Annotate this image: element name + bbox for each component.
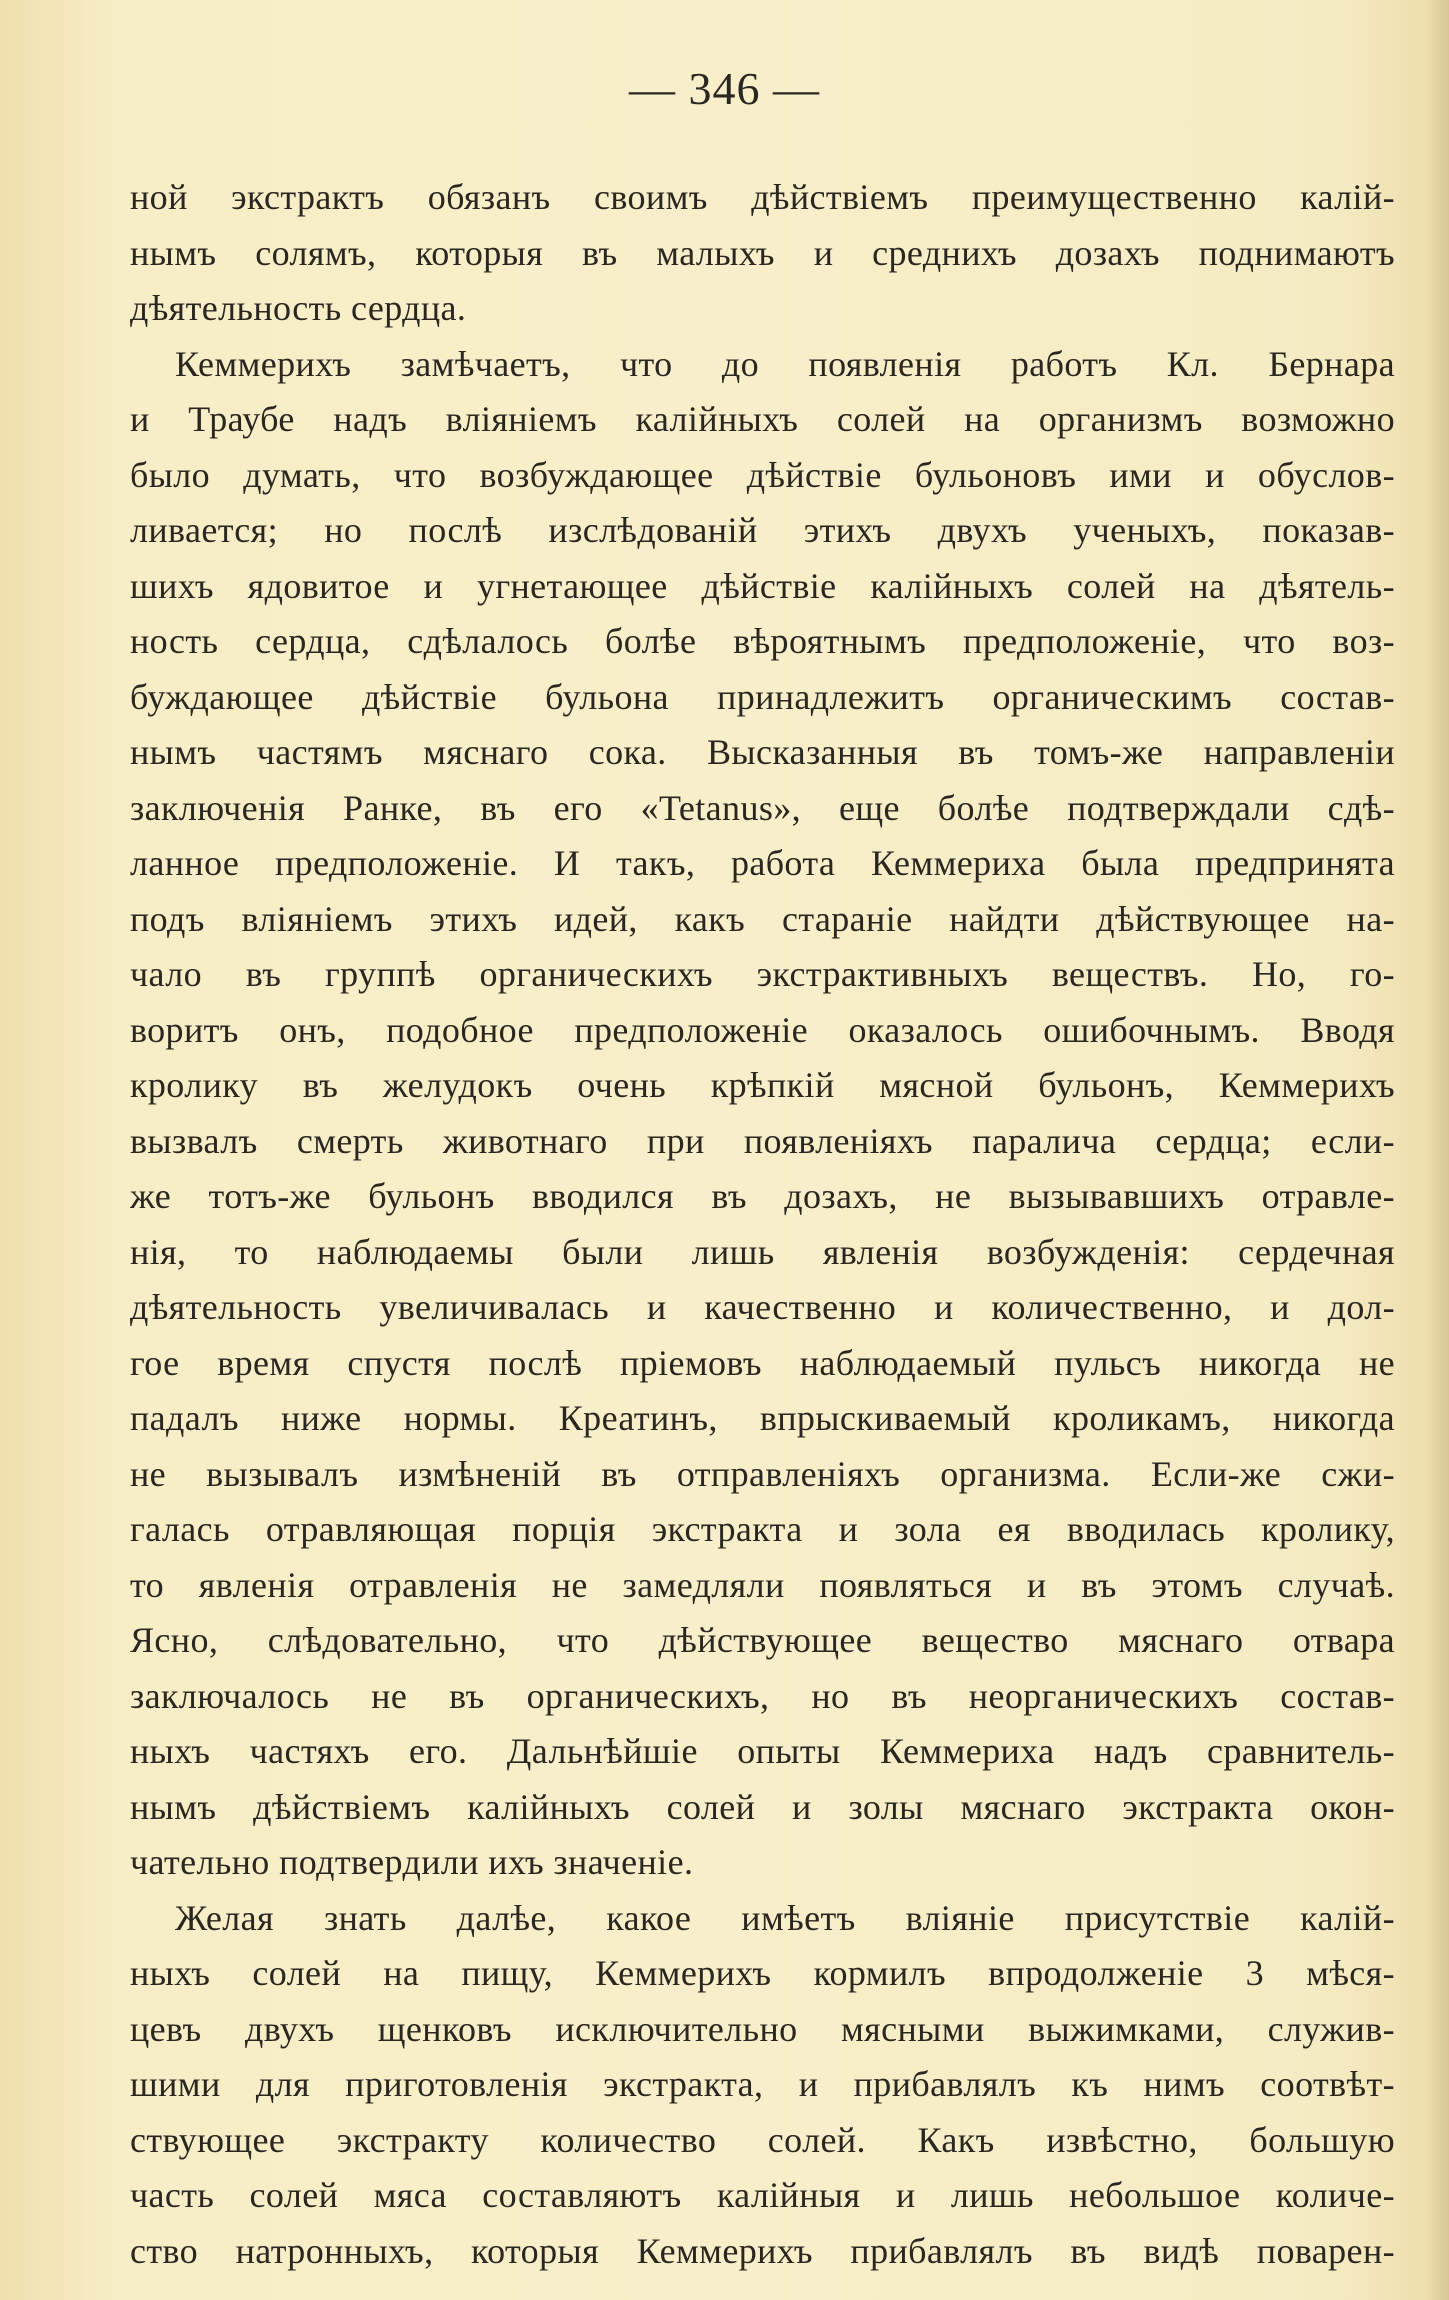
text-line: ныхъ солей на пищу, Кеммерихъ кормилъ впродолженіе 3 мѣся- (130, 1953, 1395, 1993)
text-line: нія, то наблюдаемы были лишь явленія возбужденія: сердечная (130, 1231, 1395, 1272)
text-line: не вызывалъ измѣненій въ отправленіяхъ организма. Если-же сжи- (130, 1453, 1395, 1494)
text-line: заключенія Ранке, въ его «Tetanus», еще болѣе подтверждали сдѣ- (130, 787, 1395, 828)
text-line: нымъ частямъ мяснаго сока. Высказанныя въ томъ-же направленіи (130, 732, 1395, 772)
text-line: ланное предположеніе. И такъ, работа Кеммериха была предпринята (130, 843, 1395, 883)
text-line: вызвалъ смерть животнаго при появленіяхъ паралича сердца; если- (130, 1120, 1395, 1161)
text-line: Желая знать далѣе, какое имѣетъ вліяніе присутствіе калій- (175, 1897, 1395, 1938)
text-line: нымъ солямъ, которыя въ малыхъ и среднихъ дозахъ поднимаютъ (130, 232, 1395, 273)
text-line: ной экстрактъ обязанъ своимъ дѣйствіемъ преимущественно калій- (130, 177, 1395, 217)
text-line: подъ вліяніемъ этихъ идей, какъ стараніе найдти дѣйствующее на- (130, 898, 1395, 939)
text-line: Ясно, слѣдовательно, что дѣйствующее вещество мяснаго отвара (130, 1620, 1395, 1660)
paragraph (130, 170, 1395, 337)
text-line: часть солей мяса составляютъ калійныя и лишь небольшое количе- (130, 2175, 1395, 2215)
text-line: шими для приготовленія экстракта, и прибавлялъ къ нимъ соотвѣт- (130, 2064, 1395, 2104)
text-line: чательно подтвердили ихъ значеніе. (130, 1842, 694, 1882)
text-line: то явленія отравленія не замедляли появляться и въ этомъ случаѣ. (130, 1564, 1395, 1605)
text-line: было думать, что возбуждающее дѣйствіе бульоновъ ими и обуслов- (130, 454, 1395, 495)
text-line: ность сердца, сдѣлалось болѣе вѣроятнымъ предположеніе, что воз- (130, 621, 1395, 661)
text-line: воритъ онъ, подобное предположеніе оказалось ошибочнымъ. Вводя (130, 1009, 1395, 1050)
text-line: нымъ дѣйствіемъ калійныхъ солей и золы мяснаго экстракта окон- (130, 1786, 1395, 1827)
text-line: кролику въ желудокъ очень крѣпкій мясной бульонъ, Кеммерихъ (130, 1065, 1395, 1105)
text-line: гое время спустя послѣ пріемовъ наблюдаемый пульсъ никогда не (130, 1342, 1395, 1383)
text-line: ствующее экстракту количество солей. Какъ извѣстно, большую (130, 2119, 1395, 2160)
text-line: Кеммерихъ замѣчаетъ, что до появленія работъ Кл. Бернара (175, 343, 1395, 384)
paragraph (130, 1891, 1395, 2280)
text-line: ныхъ частяхъ его. Дальнѣйшіе опыты Кеммериха надъ сравнитель- (130, 1731, 1395, 1771)
text-line: шихъ ядовитое и угнетающее дѣйствіе калійныхъ солей на дѣятель- (130, 565, 1395, 606)
page-number: — 346 — (629, 63, 820, 114)
text-line: галась отравляющая порція экстракта и зола ея вводилась кролику, (130, 1509, 1395, 1549)
body-text (130, 170, 1395, 2279)
text-line: падалъ ниже нормы. Креатинъ, впрыскиваемый кроликамъ, никогда (130, 1398, 1395, 1438)
text-line: буждающее дѣйствіе бульона принадлежитъ органическимъ состав- (130, 676, 1395, 717)
paragraph (130, 337, 1395, 1891)
text-line: ство натронныхъ, которыя Кеммерихъ прибавлялъ въ видѣ поварен- (130, 2230, 1395, 2271)
text-line: чало въ группѣ органическихъ экстрактивныхъ веществъ. Но, го- (130, 954, 1395, 994)
text-line: и Траубе надъ вліяніемъ калійныхъ солей на организмъ возможно (130, 399, 1395, 439)
text-line: цевъ двухъ щенковъ исключительно мясными выжимками, служив- (130, 2008, 1395, 2049)
text-line: заключалось не въ органическихъ, но въ неорганическихъ состав- (130, 1675, 1395, 1716)
text-line: дѣятельность сердца. (130, 288, 467, 328)
text-line: дѣятельность увеличивалась и качественно и количественно, и дол- (130, 1287, 1395, 1327)
text-line: же тотъ-же бульонъ вводился въ дозахъ, не вызывавшихъ отравле- (130, 1176, 1395, 1216)
text-line: ливается; но послѣ изслѣдованій этихъ двухъ ученыхъ, показав- (130, 510, 1395, 550)
page-edge-shadow (1425, 0, 1449, 2300)
